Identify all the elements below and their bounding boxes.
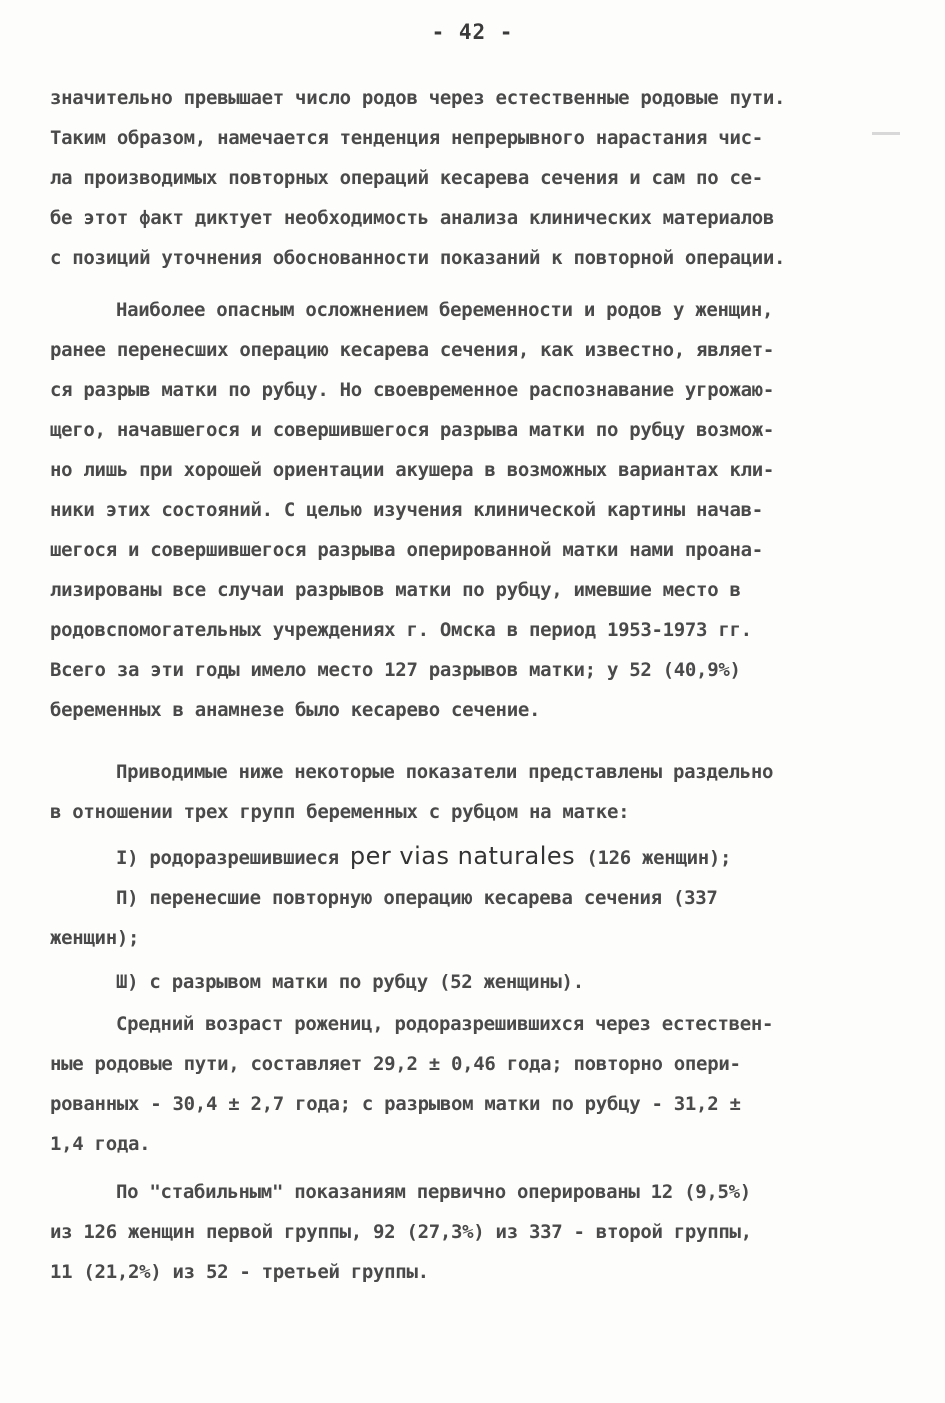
text-line: 11 (21,2%) из 52 - третьей группы. [50, 1261, 429, 1283]
text-line: беременных в анамнезе было кесарево сечение. [50, 699, 541, 721]
group-3-item [50, 962, 895, 1002]
text-line: 1,4 года. [50, 1133, 151, 1155]
text-line: По "стабильным" показаниям первично оперированы 12 (9,5%) [116, 1181, 751, 1203]
text-line: Ш) с разрывом матки по рубцу (52 женщины). [116, 971, 584, 993]
group-1-item [50, 836, 895, 876]
text-line: Таким образом, намечается тенденция непрерывного нарастания чис- [50, 127, 763, 149]
text-line: ла производимых повторных операций кесарева сечения и сам по се- [50, 167, 763, 189]
text-line: ранее перенесших операцию кесарева сечения, как известно, являет- [50, 339, 775, 361]
text-line: рованных - 30,4 ± 2,7 года; с разрывом матки по рубцу - 31,2 ± [50, 1093, 741, 1115]
text-line: щего, начавшегося и совершившегося разрыва матки по рубцу возмож- [50, 419, 775, 441]
text-line: Приводимые ниже некоторые показатели представлены раздельно [116, 761, 774, 783]
paragraph-5 [50, 1172, 895, 1292]
page-number: - 42 - [431, 20, 514, 44]
text-line: шегося и совершившегося разрыва оперированной матки нами проана- [50, 539, 763, 561]
text-line: в отношении трех групп беременных с рубцом на матке: [50, 801, 630, 823]
text-line: но лишь при хорошей ориентации акушера в возможных вариантах кли- [50, 459, 775, 481]
text-line: женщин); [50, 927, 140, 949]
text-line: ники этих состояний. С целью изучения клинической картины начав- [50, 499, 763, 521]
text-line: лизированы все случаи разрывов матки по рубцу, имевшие место в [50, 579, 741, 601]
paragraph-3 [50, 752, 895, 832]
group-2-item [50, 878, 895, 958]
paragraph-4 [50, 1004, 895, 1164]
text-line: бе этот факт диктует необходимость анализа клинических материалов [50, 207, 775, 229]
text-line: ные родовые пути, составляет 29,2 ± 0,46 года; повторно опери- [50, 1053, 741, 1075]
paragraph-1 [50, 78, 895, 278]
paragraph-2 [50, 290, 895, 730]
group-1-suffix: (126 женщин); [586, 847, 732, 869]
text-line: из 126 женщин первой группы, 92 (27,3%) из 337 - второй группы, [50, 1221, 752, 1243]
text-line: родовспомогательных учреждениях г. Омска в период 1953-1973 гг. [50, 619, 752, 641]
group-1-prefix: I) родоразрешившиеся [116, 847, 339, 869]
text-line: Наиболее опасным осложнением беременности и родов у женщин, [116, 299, 774, 321]
text-line: ся разрыв матки по рубцу. Но своевременное распознавание угрожаю- [50, 379, 775, 401]
text-line [50, 836, 895, 876]
text-line: Всего за эти годы имело место 127 разрывов матки; у 52 (40,9%) [50, 659, 741, 681]
text-line: значительно превышает число родов через естественные родовые пути. [50, 87, 786, 109]
handwritten-insertion: per vias naturales [349, 842, 576, 870]
text-line: П) перенесшие повторную операцию кесарева сечения (337 [116, 887, 718, 909]
text-line: Средний возраст рожениц, родоразрешившихся через естествен- [116, 1013, 774, 1035]
text-line: с позиций уточнения обоснованности показаний к повторной операции. [50, 247, 786, 269]
